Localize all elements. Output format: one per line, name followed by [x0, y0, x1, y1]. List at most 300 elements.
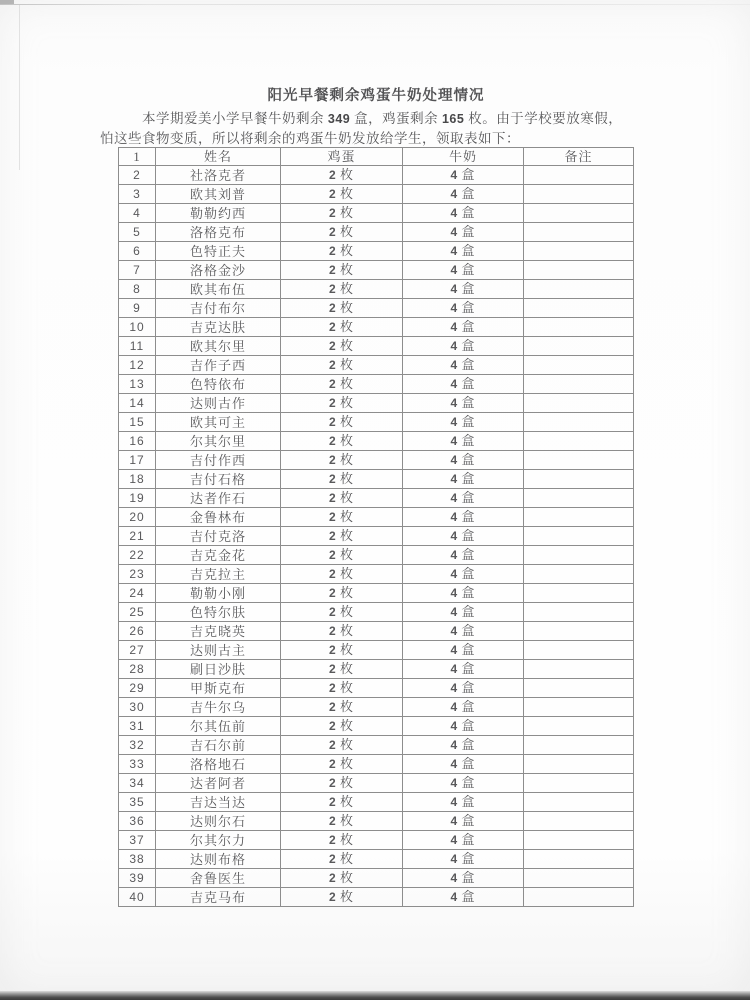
student-name-cell: 达则古作 — [156, 394, 281, 413]
scan-top-edge-artifact — [0, 4, 750, 5]
milk-quantity-cell-unit: 盒 — [461, 338, 476, 353]
milk-quantity-cell-unit: 盒 — [461, 566, 476, 581]
table-row — [119, 299, 634, 318]
milk-quantity-cell — [403, 470, 524, 489]
student-name-cell: 吉付克洛 — [156, 527, 281, 546]
intro-text-before-milk-total: 本学期爱美小学早餐牛奶剩余 — [142, 111, 328, 126]
row-number-cell: 25 — [119, 603, 156, 622]
table-row — [119, 774, 634, 793]
student-name-cell: 达者作石 — [156, 489, 281, 508]
milk-quantity-cell-unit: 盒 — [461, 300, 476, 315]
milk-quantity-cell-count: 4 — [450, 434, 458, 448]
student-name-cell: 欧其尔里 — [156, 337, 281, 356]
row-number-cell: 29 — [119, 679, 156, 698]
egg-quantity-cell-unit: 枚 — [339, 604, 354, 619]
milk-quantity-cell-unit: 盒 — [461, 623, 476, 638]
milk-quantity-cell — [403, 888, 524, 907]
student-name-cell: 吉达当达 — [156, 793, 281, 812]
table-row — [119, 185, 634, 204]
table-row — [119, 565, 634, 584]
table-row — [119, 812, 634, 831]
milk-quantity-cell — [403, 280, 524, 299]
egg-quantity-cell — [281, 698, 403, 717]
egg-quantity-cell — [281, 774, 403, 793]
egg-quantity-cell-unit: 枚 — [339, 566, 354, 581]
note-cell — [524, 736, 634, 755]
milk-quantity-cell-count: 4 — [450, 529, 458, 543]
milk-quantity-cell-count: 4 — [450, 453, 458, 467]
egg-quantity-cell-unit: 枚 — [339, 376, 354, 391]
milk-quantity-cell-unit: 盒 — [461, 376, 476, 391]
note-cell — [524, 242, 634, 261]
milk-quantity-cell — [403, 622, 524, 641]
milk-quantity-cell-unit: 盒 — [461, 167, 476, 182]
milk-quantity-cell — [403, 223, 524, 242]
milk-quantity-cell-count: 4 — [450, 586, 458, 600]
milk-quantity-cell-count: 4 — [450, 548, 458, 562]
student-name-cell: 吉付石格 — [156, 470, 281, 489]
row-number-cell: 23 — [119, 565, 156, 584]
milk-quantity-cell-count: 4 — [450, 795, 458, 809]
milk-quantity-cell — [403, 261, 524, 280]
egg-quantity-cell-count: 2 — [329, 643, 336, 657]
egg-quantity-cell-count: 2 — [329, 814, 336, 828]
intro-text-between-totals: 盒，鸡蛋剩余 — [350, 111, 442, 126]
row-number-cell: 10 — [119, 318, 156, 337]
egg-quantity-cell-unit: 枚 — [339, 528, 354, 543]
milk-quantity-cell-unit: 盒 — [461, 528, 476, 543]
document-title: 阳光早餐剩余鸡蛋牛奶处理情况 — [267, 88, 485, 104]
row-number-cell: 24 — [119, 584, 156, 603]
table-row — [119, 641, 634, 660]
egg-quantity-cell-unit: 枚 — [339, 414, 354, 429]
milk-quantity-cell — [403, 755, 524, 774]
milk-quantity-cell-unit: 盒 — [461, 452, 476, 467]
header-cell-egg: 鸡蛋 — [281, 148, 403, 166]
milk-quantity-cell-count: 4 — [450, 510, 458, 524]
milk-quantity-cell — [403, 584, 524, 603]
student-name-cell: 吉克晓英 — [156, 622, 281, 641]
egg-quantity-cell-count: 2 — [329, 415, 336, 429]
row-number-cell: 33 — [119, 755, 156, 774]
student-name-cell: 尔其尔里 — [156, 432, 281, 451]
scan-bottom-edge-artifact — [0, 991, 750, 1000]
egg-quantity-cell — [281, 318, 403, 337]
milk-quantity-cell-count: 4 — [450, 301, 458, 315]
egg-quantity-cell-unit: 枚 — [339, 756, 354, 771]
egg-quantity-cell-count: 2 — [329, 168, 336, 182]
egg-quantity-cell-unit: 枚 — [339, 737, 354, 752]
table-row — [119, 223, 634, 242]
egg-quantity-cell — [281, 812, 403, 831]
table-row — [119, 394, 634, 413]
egg-quantity-cell-unit: 枚 — [339, 262, 354, 277]
milk-quantity-cell-count: 4 — [450, 719, 458, 733]
egg-quantity-cell-count: 2 — [329, 624, 336, 638]
egg-quantity-cell-unit: 枚 — [339, 547, 354, 562]
milk-quantity-cell-unit: 盒 — [461, 547, 476, 562]
note-cell — [524, 641, 634, 660]
header-cell-note: 备注 — [524, 148, 634, 166]
egg-quantity-cell-count: 2 — [329, 225, 336, 239]
egg-quantity-cell-count: 2 — [329, 567, 336, 581]
egg-quantity-cell-unit: 枚 — [339, 205, 354, 220]
table-row — [119, 337, 634, 356]
student-name-cell: 洛格金沙 — [156, 261, 281, 280]
intro-text-after-totals: 枚。由于学校要放寒假， — [464, 111, 623, 126]
egg-quantity-cell-unit: 枚 — [339, 471, 354, 486]
milk-quantity-cell-count: 4 — [450, 852, 458, 866]
egg-quantity-cell-count: 2 — [329, 852, 336, 866]
egg-quantity-cell-count: 2 — [329, 396, 336, 410]
row-number-cell: 22 — [119, 546, 156, 565]
egg-quantity-cell-count: 2 — [329, 434, 336, 448]
row-number-cell: 27 — [119, 641, 156, 660]
milk-quantity-cell-unit: 盒 — [461, 699, 476, 714]
student-name-cell: 吉牛尔乌 — [156, 698, 281, 717]
table-row — [119, 660, 634, 679]
row-number-cell: 16 — [119, 432, 156, 451]
student-name-cell: 吉付布尔 — [156, 299, 281, 318]
intro-paragraph — [100, 109, 652, 148]
note-cell — [524, 717, 634, 736]
row-number-cell: 11 — [119, 337, 156, 356]
milk-quantity-cell-unit: 盒 — [461, 281, 476, 296]
milk-quantity-cell-unit: 盒 — [461, 870, 476, 885]
milk-quantity-cell — [403, 204, 524, 223]
student-name-cell: 金鲁林布 — [156, 508, 281, 527]
milk-quantity-cell — [403, 394, 524, 413]
egg-quantity-cell — [281, 603, 403, 622]
milk-quantity-cell-count: 4 — [450, 738, 458, 752]
egg-quantity-cell-unit: 枚 — [339, 851, 354, 866]
egg-quantity-cell-count: 2 — [329, 719, 336, 733]
table-body — [119, 166, 634, 907]
egg-quantity-cell — [281, 508, 403, 527]
table-row — [119, 603, 634, 622]
milk-quantity-cell-count: 4 — [450, 776, 458, 790]
row-number-cell: 15 — [119, 413, 156, 432]
row-number-cell: 7 — [119, 261, 156, 280]
milk-quantity-cell — [403, 831, 524, 850]
milk-quantity-cell — [403, 242, 524, 261]
row-number-cell: 37 — [119, 831, 156, 850]
egg-quantity-cell-unit: 枚 — [339, 338, 354, 353]
egg-quantity-cell — [281, 223, 403, 242]
row-number-cell: 31 — [119, 717, 156, 736]
egg-quantity-cell-unit: 枚 — [339, 243, 354, 258]
distribution-table — [118, 147, 634, 907]
milk-quantity-cell-count: 4 — [450, 415, 458, 429]
student-name-cell: 舍鲁医生 — [156, 869, 281, 888]
row-number-cell: 9 — [119, 299, 156, 318]
egg-quantity-cell — [281, 375, 403, 394]
table-row — [119, 204, 634, 223]
table-row — [119, 413, 634, 432]
row-number-cell: 12 — [119, 356, 156, 375]
milk-quantity-cell-count: 4 — [450, 396, 458, 410]
egg-quantity-cell — [281, 413, 403, 432]
table-row — [119, 451, 634, 470]
student-name-cell: 刷日沙肤 — [156, 660, 281, 679]
milk-quantity-cell-unit: 盒 — [461, 471, 476, 486]
egg-quantity-cell-unit: 枚 — [339, 813, 354, 828]
table-row — [119, 546, 634, 565]
egg-quantity-cell — [281, 166, 403, 185]
student-name-cell: 尔其尔力 — [156, 831, 281, 850]
row-number-cell: 5 — [119, 223, 156, 242]
egg-quantity-cell — [281, 356, 403, 375]
note-cell — [524, 318, 634, 337]
student-name-cell: 达则尔石 — [156, 812, 281, 831]
milk-quantity-cell — [403, 318, 524, 337]
egg-quantity-cell — [281, 527, 403, 546]
egg-quantity-cell-count: 2 — [329, 586, 336, 600]
milk-quantity-cell-unit: 盒 — [461, 718, 476, 733]
note-cell — [524, 337, 634, 356]
milk-total-value: 349 — [327, 112, 351, 126]
milk-quantity-cell — [403, 527, 524, 546]
note-cell — [524, 375, 634, 394]
milk-quantity-cell-count: 4 — [450, 358, 458, 372]
row-number-cell: 39 — [119, 869, 156, 888]
egg-quantity-cell — [281, 755, 403, 774]
student-name-cell: 吉克拉主 — [156, 565, 281, 584]
egg-quantity-cell — [281, 641, 403, 660]
table-row — [119, 698, 634, 717]
student-name-cell: 达则古主 — [156, 641, 281, 660]
egg-quantity-cell-count: 2 — [329, 833, 336, 847]
milk-quantity-cell-count: 4 — [450, 320, 458, 334]
milk-quantity-cell — [403, 698, 524, 717]
egg-quantity-cell-count: 2 — [329, 206, 336, 220]
student-name-cell: 甲斯克布 — [156, 679, 281, 698]
milk-quantity-cell-unit: 盒 — [461, 585, 476, 600]
note-cell — [524, 185, 634, 204]
egg-quantity-cell-unit: 枚 — [339, 680, 354, 695]
milk-quantity-cell-unit: 盒 — [461, 243, 476, 258]
note-cell — [524, 812, 634, 831]
egg-quantity-cell-unit: 枚 — [339, 509, 354, 524]
intro-line-2: 怕这些食物变质，所以将剩余的鸡蛋牛奶发放给学生，领取表如下： — [100, 131, 520, 146]
milk-quantity-cell-count: 4 — [450, 681, 458, 695]
milk-quantity-cell — [403, 185, 524, 204]
milk-quantity-cell-count: 4 — [450, 814, 458, 828]
scan-fold-line-artifact — [19, 5, 20, 170]
row-number-cell: 13 — [119, 375, 156, 394]
egg-quantity-cell-count: 2 — [329, 358, 336, 372]
egg-quantity-cell-unit: 枚 — [339, 224, 354, 239]
student-name-cell: 吉石尔前 — [156, 736, 281, 755]
note-cell — [524, 204, 634, 223]
milk-quantity-cell-count: 4 — [450, 225, 458, 239]
row-number-cell: 14 — [119, 394, 156, 413]
student-name-cell: 勒勒小刚 — [156, 584, 281, 603]
egg-quantity-cell-unit: 枚 — [339, 452, 354, 467]
egg-quantity-cell-count: 2 — [329, 339, 336, 353]
note-cell — [524, 299, 634, 318]
milk-quantity-cell — [403, 641, 524, 660]
egg-quantity-cell-unit: 枚 — [339, 167, 354, 182]
student-name-cell: 欧其布伍 — [156, 280, 281, 299]
egg-quantity-cell-unit: 枚 — [339, 832, 354, 847]
milk-quantity-cell — [403, 508, 524, 527]
milk-quantity-cell — [403, 850, 524, 869]
egg-quantity-cell — [281, 660, 403, 679]
note-cell — [524, 679, 634, 698]
note-cell — [524, 527, 634, 546]
note-cell — [524, 413, 634, 432]
table-row — [119, 318, 634, 337]
note-cell — [524, 451, 634, 470]
milk-quantity-cell — [403, 546, 524, 565]
egg-quantity-cell — [281, 793, 403, 812]
milk-quantity-cell-unit: 盒 — [461, 756, 476, 771]
row-number-cell: 3 — [119, 185, 156, 204]
egg-quantity-cell-unit: 枚 — [339, 623, 354, 638]
egg-quantity-cell — [281, 185, 403, 204]
milk-quantity-cell-unit: 盒 — [461, 490, 476, 505]
egg-quantity-cell — [281, 622, 403, 641]
egg-quantity-cell-unit: 枚 — [339, 870, 354, 885]
egg-quantity-cell-count: 2 — [329, 301, 336, 315]
milk-quantity-cell — [403, 166, 524, 185]
table-row — [119, 869, 634, 888]
student-name-cell: 吉付作西 — [156, 451, 281, 470]
table-row — [119, 527, 634, 546]
note-cell — [524, 698, 634, 717]
note-cell — [524, 603, 634, 622]
egg-quantity-cell — [281, 869, 403, 888]
table-row — [119, 261, 634, 280]
milk-quantity-cell-count: 4 — [450, 643, 458, 657]
egg-quantity-cell-count: 2 — [329, 738, 336, 752]
milk-quantity-cell-unit: 盒 — [461, 813, 476, 828]
student-name-cell: 吉克达肤 — [156, 318, 281, 337]
milk-quantity-cell-count: 4 — [450, 624, 458, 638]
milk-quantity-cell-unit: 盒 — [461, 509, 476, 524]
milk-quantity-cell — [403, 356, 524, 375]
note-cell — [524, 280, 634, 299]
table-header-row — [119, 148, 634, 166]
table-row — [119, 584, 634, 603]
row-number-cell: 30 — [119, 698, 156, 717]
milk-quantity-cell-count: 4 — [450, 244, 458, 258]
milk-quantity-cell-count: 4 — [450, 339, 458, 353]
row-number-cell: 2 — [119, 166, 156, 185]
milk-quantity-cell-unit: 盒 — [461, 224, 476, 239]
milk-quantity-cell-unit: 盒 — [461, 832, 476, 847]
egg-quantity-cell-unit: 枚 — [339, 357, 354, 372]
egg-quantity-cell-unit: 枚 — [339, 775, 354, 790]
egg-quantity-cell — [281, 261, 403, 280]
milk-quantity-cell-count: 4 — [450, 377, 458, 391]
egg-quantity-cell — [281, 679, 403, 698]
note-cell — [524, 869, 634, 888]
egg-quantity-cell — [281, 280, 403, 299]
table-row — [119, 375, 634, 394]
egg-quantity-cell-count: 2 — [329, 605, 336, 619]
egg-quantity-cell — [281, 584, 403, 603]
note-cell — [524, 546, 634, 565]
row-number-cell: 19 — [119, 489, 156, 508]
table-row — [119, 470, 634, 489]
table-row — [119, 508, 634, 527]
note-cell — [524, 774, 634, 793]
milk-quantity-cell — [403, 451, 524, 470]
note-cell — [524, 584, 634, 603]
table-row — [119, 755, 634, 774]
row-number-cell: 36 — [119, 812, 156, 831]
note-cell — [524, 489, 634, 508]
egg-quantity-cell-count: 2 — [329, 757, 336, 771]
note-cell — [524, 223, 634, 242]
milk-quantity-cell-unit: 盒 — [461, 775, 476, 790]
row-number-cell: 40 — [119, 888, 156, 907]
table-row — [119, 850, 634, 869]
milk-quantity-cell-unit: 盒 — [461, 433, 476, 448]
egg-quantity-cell-count: 2 — [329, 282, 336, 296]
header-cell-milk: 牛奶 — [403, 148, 524, 166]
note-cell — [524, 470, 634, 489]
egg-quantity-cell-count: 2 — [329, 795, 336, 809]
egg-quantity-cell-unit: 枚 — [339, 585, 354, 600]
note-cell — [524, 831, 634, 850]
egg-quantity-cell-count: 2 — [329, 681, 336, 695]
milk-quantity-cell — [403, 793, 524, 812]
student-name-cell: 社洛克者 — [156, 166, 281, 185]
table-row — [119, 736, 634, 755]
milk-quantity-cell — [403, 489, 524, 508]
note-cell — [524, 565, 634, 584]
egg-quantity-cell-count: 2 — [329, 510, 336, 524]
egg-quantity-cell-count: 2 — [329, 776, 336, 790]
document-content — [100, 84, 652, 905]
note-cell — [524, 888, 634, 907]
egg-quantity-cell — [281, 736, 403, 755]
egg-quantity-cell-unit: 枚 — [339, 395, 354, 410]
table-row — [119, 489, 634, 508]
milk-quantity-cell-count: 4 — [450, 890, 458, 904]
table-row — [119, 793, 634, 812]
egg-quantity-cell — [281, 470, 403, 489]
egg-quantity-cell — [281, 242, 403, 261]
egg-quantity-cell-count: 2 — [329, 491, 336, 505]
table-row — [119, 888, 634, 907]
row-number-cell: 32 — [119, 736, 156, 755]
milk-quantity-cell-unit: 盒 — [461, 680, 476, 695]
egg-quantity-cell-unit: 枚 — [339, 300, 354, 315]
note-cell — [524, 356, 634, 375]
note-cell — [524, 261, 634, 280]
milk-quantity-cell — [403, 432, 524, 451]
table-row — [119, 242, 634, 261]
student-name-cell: 达则布格 — [156, 850, 281, 869]
student-name-cell: 达者阿者 — [156, 774, 281, 793]
egg-quantity-cell-count: 2 — [329, 662, 336, 676]
egg-quantity-cell-count: 2 — [329, 187, 336, 201]
milk-quantity-cell-unit: 盒 — [461, 186, 476, 201]
table-row — [119, 280, 634, 299]
note-cell — [524, 660, 634, 679]
header-cell-name: 姓名 — [156, 148, 281, 166]
milk-quantity-cell-unit: 盒 — [461, 395, 476, 410]
egg-quantity-cell-count: 2 — [329, 472, 336, 486]
milk-quantity-cell — [403, 869, 524, 888]
milk-quantity-cell-count: 4 — [450, 263, 458, 277]
milk-quantity-cell-count: 4 — [450, 833, 458, 847]
milk-quantity-cell — [403, 337, 524, 356]
